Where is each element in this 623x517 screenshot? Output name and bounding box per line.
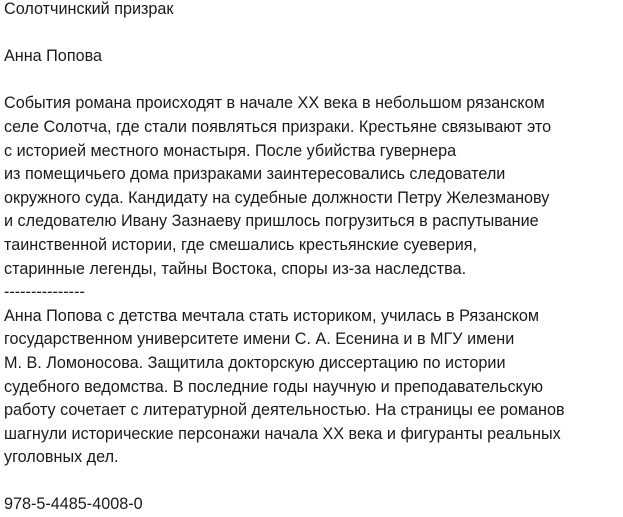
annotation-line: таинственной истории, где смешались крестьянские суеверия,	[4, 235, 478, 254]
annotation-line: селе Солотча, где стали появляться призраки. Крестьяне связывают это	[4, 117, 552, 136]
about-author-line: работу сочетает с литературной деятельностью. На страницы ее романов	[4, 401, 565, 420]
annotation-paragraph	[4, 92, 620, 281]
document-page	[4, 0, 620, 517]
annotation-line: События романа происходят в начале XX века в небольшом рязанском	[4, 94, 545, 113]
about-author-line: М. В. Ломоносова. Защитила докторскую диссертацию по истории	[4, 353, 506, 372]
blank-line	[4, 470, 620, 494]
section-separator: ---------------	[4, 283, 85, 302]
about-author-line: Анна Попова с детства мечтала стать историком, училась в Рязанском	[4, 306, 540, 325]
annotation-line: с историей местного монастыря. После убийства гувернера	[4, 141, 457, 160]
isbn: 978-5-4485-4008-0	[4, 495, 143, 514]
author-name: Анна Попова	[4, 47, 103, 66]
annotation-line: и следователю Ивану Зазнаеву пришлось погрузиться в распутывание	[4, 212, 539, 231]
about-author-line: судебного ведомства. В последние годы научную и преподавательскую	[4, 377, 544, 396]
about-author-paragraph	[4, 305, 620, 470]
blank-line	[4, 69, 620, 93]
annotation-line: из помещичьего дома призраками заинтересовались следователи	[4, 165, 506, 184]
blank-line	[4, 22, 620, 46]
about-author-line: шагнули исторические персонажи начала XX века и фигуранты реальных	[4, 424, 561, 443]
about-author-line: государственном университете имени С. А. Есенина и в МГУ имени	[4, 330, 515, 349]
book-title: Солотчинский призрак	[4, 0, 174, 18]
annotation-line: старинные легенды, тайны Востока, споры из-за наследства.	[4, 259, 467, 278]
annotation-line: окружного суда. Кандидату на судебные должности Петру Железманову	[4, 188, 550, 207]
about-author-line: уголовных дел.	[4, 448, 119, 467]
